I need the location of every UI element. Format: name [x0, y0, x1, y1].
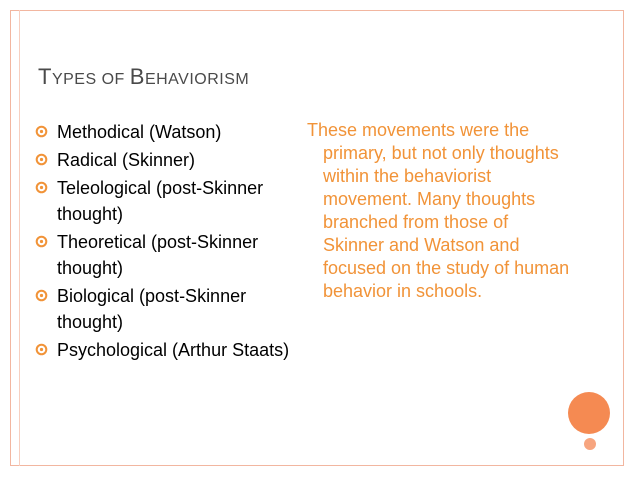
list-item: [33, 119, 293, 145]
side-note-text: These movements were the primary, but not only thoughts within the behaviorist movement. Many thoughts branched from those of Skinner and Watson and focused on the study of human behavior in schools.: [307, 120, 570, 301]
slide-title: TYPES OF BEHAVIORISM: [38, 64, 250, 89]
flower-bullet-icon: [35, 181, 48, 194]
flower-bullet-icon: [35, 125, 48, 138]
list-item: [33, 147, 293, 173]
list-item: [33, 175, 293, 227]
bullet-text: Teleological (post-Skinner thought): [57, 178, 264, 224]
bullet-text: Theoretical (post-Skinner thought): [57, 232, 259, 278]
list-item: [33, 229, 293, 281]
flower-bullet-icon: [35, 289, 48, 302]
list-item: [33, 283, 293, 335]
flower-bullet-icon: [35, 235, 48, 248]
bullet-text: Psychological (Arthur Staats): [57, 340, 290, 360]
bullet-text: Methodical (Watson): [57, 122, 222, 142]
bullet-list: [33, 119, 293, 365]
decorative-small-dot: [584, 438, 596, 450]
bullet-text: Radical (Skinner): [57, 150, 196, 170]
flower-bullet-icon: [35, 153, 48, 166]
flower-bullet-icon: [35, 343, 48, 356]
bullet-text: Biological (post-Skinner thought): [57, 286, 247, 332]
list-item: [33, 337, 293, 363]
decorative-large-dot: [568, 392, 610, 434]
